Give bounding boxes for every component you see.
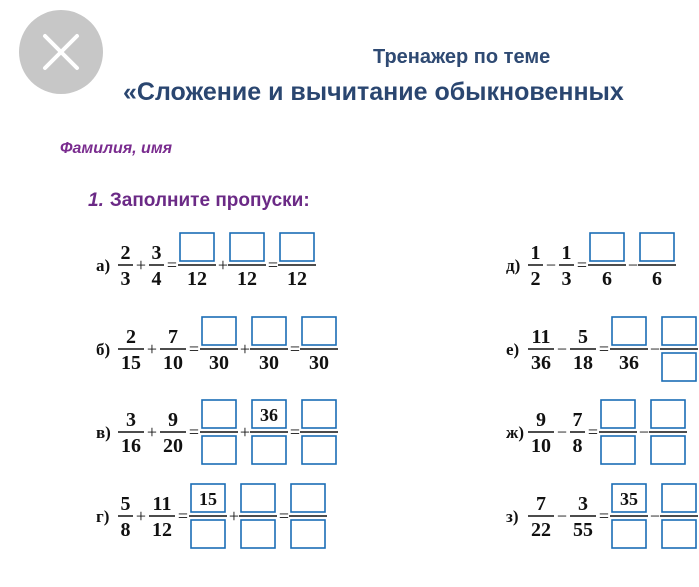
operator-sign: − bbox=[556, 422, 568, 442]
fraction-numerator: 3 bbox=[151, 242, 162, 264]
equals-sign: = bbox=[188, 339, 200, 359]
answer-numerator-box[interactable] bbox=[302, 317, 336, 345]
operator-sign: + bbox=[228, 506, 240, 526]
answer-denominator-box[interactable] bbox=[291, 520, 325, 548]
exercise-label: з) bbox=[506, 507, 519, 526]
fraction-numerator: 3 bbox=[126, 409, 136, 431]
operator-sign: + bbox=[239, 422, 251, 442]
answer-denominator-box[interactable] bbox=[191, 520, 225, 548]
answer-denominator-box[interactable] bbox=[202, 436, 236, 464]
answer-denominator: 36 bbox=[619, 352, 639, 374]
operator-sign: − bbox=[627, 255, 639, 275]
answer-denominator: 12 bbox=[287, 268, 307, 290]
fraction-numerator: 11 bbox=[152, 493, 172, 515]
equals-sign: = bbox=[188, 422, 200, 442]
fraction-denominator: 3 bbox=[120, 268, 131, 290]
fraction-numerator: 7 bbox=[536, 493, 546, 515]
worksheet-subtitle: Тренажер по теме bbox=[373, 46, 551, 68]
answer-numerator-box[interactable] bbox=[302, 400, 336, 428]
fraction-numerator: 2 bbox=[120, 242, 131, 264]
equals-sign: = bbox=[177, 506, 189, 526]
operator-sign: + bbox=[239, 339, 251, 359]
answer-denominator-box[interactable] bbox=[662, 520, 696, 548]
fraction-denominator: 18 bbox=[573, 352, 593, 374]
answer-numerator-box[interactable] bbox=[241, 484, 275, 512]
answer-numerator-box[interactable] bbox=[662, 317, 696, 345]
answer-numerator-box[interactable] bbox=[230, 233, 264, 261]
operator-sign: − bbox=[556, 339, 568, 359]
answer-numerator: 36 bbox=[260, 405, 278, 425]
operator-sign: − bbox=[638, 422, 650, 442]
answer-numerator-box[interactable] bbox=[640, 233, 674, 261]
answer-denominator: 30 bbox=[209, 352, 229, 374]
fraction-numerator: 11 bbox=[531, 326, 551, 348]
answer-denominator-box[interactable] bbox=[651, 436, 685, 464]
task-number: 1. bbox=[88, 190, 104, 211]
fraction-denominator: 10 bbox=[163, 352, 183, 374]
operator-sign: + bbox=[146, 339, 158, 359]
answer-numerator-box[interactable] bbox=[280, 233, 314, 261]
operator-sign: − bbox=[556, 506, 568, 526]
operator-sign: − bbox=[545, 255, 557, 275]
name-field-label: Фамилия, имя bbox=[60, 140, 173, 157]
answer-numerator-box[interactable] bbox=[291, 484, 325, 512]
fraction-numerator: 1 bbox=[530, 242, 541, 264]
exercise-label: б) bbox=[96, 340, 111, 359]
equals-sign: = bbox=[166, 255, 178, 275]
answer-numerator-box[interactable] bbox=[601, 400, 635, 428]
answer-denominator-box[interactable] bbox=[252, 436, 286, 464]
answer-denominator-box[interactable] bbox=[612, 520, 646, 548]
fraction-denominator: 15 bbox=[121, 352, 141, 374]
answer-denominator: 6 bbox=[602, 268, 612, 290]
worksheet-title: «Сложение и вычитание обыкновенных bbox=[123, 78, 624, 106]
exercise-label: а) bbox=[96, 256, 111, 275]
fraction-denominator: 22 bbox=[531, 519, 551, 541]
answer-numerator-box[interactable] bbox=[252, 317, 286, 345]
fraction-denominator: 20 bbox=[163, 435, 183, 457]
fraction-denominator: 55 bbox=[573, 519, 593, 541]
equals-sign: = bbox=[267, 255, 279, 275]
operator-sign: + bbox=[146, 422, 158, 442]
fraction-denominator: 10 bbox=[531, 435, 551, 457]
answer-numerator-box[interactable] bbox=[651, 400, 685, 428]
fraction-denominator: 36 bbox=[531, 352, 551, 374]
exercise-label: ж) bbox=[506, 423, 524, 442]
answer-numerator-box[interactable] bbox=[662, 484, 696, 512]
answer-denominator: 6 bbox=[652, 268, 662, 290]
fraction-denominator: 16 bbox=[121, 435, 141, 457]
answer-numerator-box[interactable] bbox=[590, 233, 624, 261]
fraction-numerator: 5 bbox=[120, 493, 131, 515]
answer-denominator: 30 bbox=[259, 352, 279, 374]
answer-numerator-box[interactable] bbox=[612, 317, 646, 345]
fraction-numerator: 7 bbox=[572, 409, 583, 431]
exercise-label: г) bbox=[96, 507, 110, 526]
fraction-denominator: 3 bbox=[561, 268, 572, 290]
fraction-numerator: 5 bbox=[578, 326, 588, 348]
answer-numerator-box[interactable] bbox=[202, 400, 236, 428]
equals-sign: = bbox=[289, 339, 301, 359]
fraction-numerator: 7 bbox=[168, 326, 178, 348]
answer-denominator: 30 bbox=[309, 352, 329, 374]
exercise-label: в) bbox=[96, 423, 111, 442]
fraction-numerator: 9 bbox=[168, 409, 178, 431]
answer-denominator-box[interactable] bbox=[601, 436, 635, 464]
answer-denominator: 12 bbox=[187, 268, 207, 290]
equals-sign: = bbox=[278, 506, 290, 526]
fraction-denominator: 8 bbox=[572, 435, 583, 457]
operator-sign: − bbox=[649, 506, 661, 526]
fraction-denominator: 4 bbox=[151, 268, 162, 290]
exercise-label: е) bbox=[506, 340, 520, 359]
operator-sign: + bbox=[135, 255, 147, 275]
answer-denominator: 12 bbox=[237, 268, 257, 290]
equals-sign: = bbox=[598, 506, 610, 526]
fraction-denominator: 12 bbox=[152, 519, 172, 541]
answer-denominator-box[interactable] bbox=[241, 520, 275, 548]
fraction-numerator: 3 bbox=[578, 493, 588, 515]
equals-sign: = bbox=[587, 422, 599, 442]
operator-sign: + bbox=[135, 506, 147, 526]
fraction-denominator: 2 bbox=[530, 268, 541, 290]
equals-sign: = bbox=[598, 339, 610, 359]
answer-numerator-box[interactable] bbox=[180, 233, 214, 261]
task-text: Заполните пропуски: bbox=[109, 190, 310, 211]
fraction-numerator: 2 bbox=[126, 326, 136, 348]
fraction-numerator: 1 bbox=[561, 242, 572, 264]
answer-numerator: 35 bbox=[620, 489, 638, 509]
answer-numerator-box[interactable] bbox=[202, 317, 236, 345]
operator-sign: − bbox=[649, 339, 661, 359]
answer-denominator-box[interactable] bbox=[662, 353, 696, 381]
answer-denominator-box[interactable] bbox=[302, 436, 336, 464]
fraction-denominator: 8 bbox=[120, 519, 131, 541]
equals-sign: = bbox=[576, 255, 588, 275]
operator-sign: + bbox=[217, 255, 229, 275]
fraction-numerator: 9 bbox=[536, 409, 546, 431]
equals-sign: = bbox=[289, 422, 301, 442]
exercise-label: д) bbox=[506, 256, 521, 275]
answer-numerator: 15 bbox=[199, 489, 217, 509]
